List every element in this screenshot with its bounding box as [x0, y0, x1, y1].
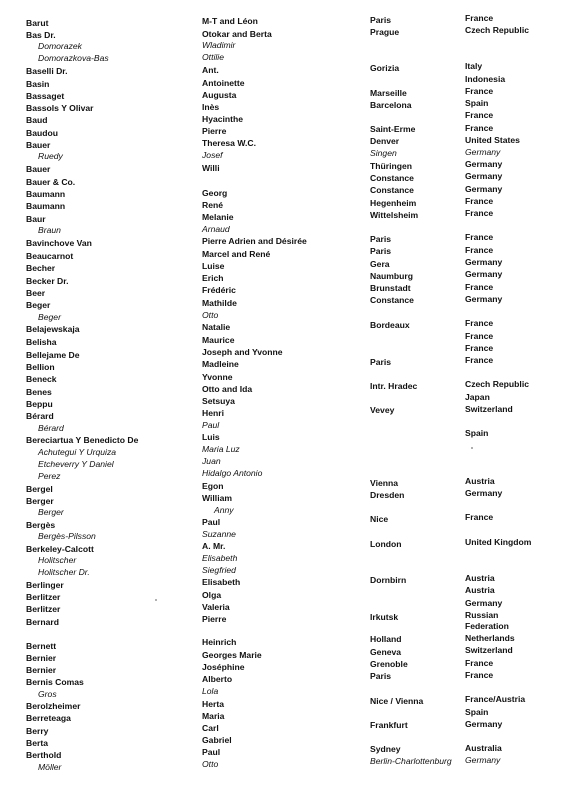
city-entry: Dresden	[370, 490, 405, 500]
city-entry: Vienna	[370, 478, 399, 488]
first-name-entry: Juan	[202, 456, 221, 466]
country-entry: Spain	[465, 98, 489, 108]
first-name-entry: Wladimir	[202, 40, 236, 50]
country-entry: Italy	[465, 61, 483, 71]
country-entry: Japan	[465, 392, 490, 402]
city-entry: Constance	[370, 173, 414, 183]
first-name-entry: Frédéric	[202, 285, 236, 295]
country-entry: Switzerland	[465, 404, 513, 414]
surname-entry: Bergel	[26, 484, 53, 494]
country-entry: France	[465, 208, 494, 218]
first-name-entry: Ant.	[202, 65, 219, 75]
scan-speck	[155, 599, 157, 601]
city-entry: Singen	[370, 148, 397, 158]
surname-entry: Achutegui Y Urquiza	[38, 447, 117, 457]
first-name-entry: Anny	[214, 505, 234, 515]
first-name-entry: Heinrich	[202, 637, 237, 647]
city-entry: Paris	[370, 234, 392, 244]
city-entry: Sydney	[370, 744, 401, 754]
surname-entry: Bernett	[26, 641, 57, 651]
first-name-entry: Maria	[202, 711, 225, 721]
surname-entry: Bergès	[26, 520, 56, 530]
country-entry: United Kingdom	[465, 537, 532, 547]
first-name-entry: Paul	[202, 747, 221, 757]
first-name-entry: René	[202, 200, 224, 210]
surname-entry: Beger	[26, 300, 51, 310]
city-entry: London	[370, 539, 402, 549]
city-entry: Denver	[370, 136, 400, 146]
country-entry: Germany	[465, 294, 503, 304]
country-entry: Czech Republic	[465, 379, 529, 389]
surname-entry: Baudou	[26, 128, 58, 138]
country-entry: France	[465, 670, 494, 680]
first-name-entry: Gabriel	[202, 735, 232, 745]
city-entry: Holland	[370, 634, 402, 644]
country-entry: France	[465, 13, 494, 23]
country-entry: France	[465, 110, 494, 120]
first-name-entry: Yvonne	[202, 372, 233, 382]
first-name-entry: Madleine	[202, 359, 239, 369]
first-name-entry: M-T and Léon	[202, 16, 258, 26]
first-name-entry: Egon	[202, 481, 224, 491]
first-name-entry: Herta	[202, 699, 224, 709]
first-name-entry: Josef	[202, 150, 223, 160]
surname-entry: Bérard	[26, 411, 54, 421]
first-name-entry: Siegfried	[202, 565, 236, 575]
country-entry: France	[465, 232, 494, 242]
surname-entry: Bellion	[26, 362, 55, 372]
surname-entry: Beppu	[26, 399, 53, 409]
city-entry: Dornbirn	[370, 575, 407, 585]
first-name-entry: Willi	[202, 163, 220, 173]
country-entry: Germany	[465, 184, 503, 194]
country-entry: Germany	[465, 598, 503, 608]
surname-entry: Beneck	[26, 374, 57, 384]
first-name-entry: Arnaud	[202, 224, 230, 234]
surname-entry: Berreteaga	[26, 713, 71, 723]
first-name-entry: Maria Luz	[202, 444, 240, 454]
country-entry: Australia	[465, 743, 502, 753]
surname-entry: Baumann	[26, 189, 66, 199]
city-entry: Gorizia	[370, 63, 400, 73]
surname-entry: Perez	[38, 471, 61, 481]
city-entry: Gera	[370, 259, 390, 269]
surname-entry: Becher	[26, 263, 56, 273]
first-name-entry: Otto	[202, 759, 219, 769]
country-entry: Germany	[465, 257, 503, 267]
country-entry: Austria	[465, 476, 495, 486]
surname-entry: Berger	[26, 496, 54, 506]
first-name-entry: Natalie	[202, 322, 231, 332]
surname-entry: Bernis Comas	[26, 677, 84, 687]
city-entry: Brunstadt	[370, 283, 411, 293]
surname-entry: Holitscher Dr.	[38, 567, 90, 577]
first-name-entry: Olga	[202, 590, 222, 600]
city-entry: Vevey	[370, 405, 395, 415]
first-name-entry: Hidalgo Antonio	[202, 468, 263, 478]
first-name-entry: Luis	[202, 432, 220, 442]
first-name-entry: Paul	[202, 420, 220, 430]
country-entry: Austria	[465, 585, 495, 595]
surname-entry: Etcheverry Y Daniel	[38, 459, 114, 469]
surname-entry: Bassaget	[26, 91, 65, 101]
surname-entry: Domorazek	[38, 41, 82, 51]
surname-entry: Bassols Y Olivar	[26, 103, 94, 113]
city-entry: Nice	[370, 514, 389, 524]
first-name-entry: Henri	[202, 408, 224, 418]
first-name-entry: Setsuya	[202, 396, 235, 406]
surname-entry: Bauer	[26, 140, 51, 150]
surname-entry: Bérard	[38, 423, 64, 433]
surname-entry: Berkeley-Calcott	[26, 544, 94, 554]
surname-entry: Bereciartua Y Benedicto De	[26, 435, 139, 445]
surname-entry: Benes	[26, 387, 52, 397]
country-entry: France	[465, 196, 494, 206]
first-name-entry: Alberto	[202, 674, 233, 684]
country-entry: France	[465, 658, 494, 668]
country-entry: Austria	[465, 573, 495, 583]
first-name-entry: Valeria	[202, 602, 230, 612]
surname-entry: Bavinchove Van	[26, 238, 92, 248]
first-name-entry: Elisabeth	[202, 577, 241, 587]
first-name-entry: Georg	[202, 188, 228, 198]
surname-entry: Ruedy	[38, 151, 63, 161]
city-entry: Bordeaux	[370, 320, 410, 330]
first-name-entry: Paul	[202, 517, 221, 527]
city-entry: Hegenheim	[370, 198, 417, 208]
first-name-entry: Erich	[202, 273, 224, 283]
first-name-entry: Pierre Adrien and Désirée	[202, 236, 307, 246]
city-entry: Intr. Hradec	[370, 381, 418, 391]
first-name-entry: William	[202, 493, 233, 503]
first-name-entry: Mathilde	[202, 298, 237, 308]
city-entry: Grenoble	[370, 659, 408, 669]
first-name-entry: Ottilie	[202, 52, 224, 62]
country-entry: France	[465, 86, 494, 96]
first-name-entry: Otto	[202, 310, 219, 320]
city-entry: Berlin-Charlottenburg	[370, 756, 452, 766]
surname-entry: Bernard	[26, 617, 59, 627]
surname-entry: Bauer	[26, 164, 51, 174]
country-entry: Spain	[465, 707, 489, 717]
surname-entry: Belisha	[26, 337, 57, 347]
surname-entry: Berger	[38, 507, 64, 517]
city-entry: Thüringen	[370, 161, 413, 171]
first-name-entry: Melanie	[202, 212, 234, 222]
surname-entry: Bernier	[26, 653, 57, 663]
surname-entry: Domorazkova-Bas	[38, 53, 109, 63]
first-name-entry: Antoinette	[202, 78, 245, 88]
country-entry: France	[465, 123, 494, 133]
city-entry: Prague	[370, 27, 400, 37]
surname-entry: Berry	[26, 726, 49, 736]
first-name-entry: Elisabeth	[202, 553, 238, 563]
country-entry: Switzerland	[465, 645, 513, 655]
city-entry: Paris	[370, 15, 392, 25]
surname-entry: Becker Dr.	[26, 276, 69, 286]
country-entry: Netherlands	[465, 633, 515, 643]
scan-speck	[471, 447, 473, 449]
first-name-entry: Joséphine	[202, 662, 245, 672]
country-entry: Germany	[465, 269, 503, 279]
city-entry: Geneva	[370, 647, 402, 657]
country-entry: United States	[465, 135, 520, 145]
surname-entry: Berlitzer	[26, 592, 61, 602]
surname-entry: Beer	[26, 288, 46, 298]
country-entry: France	[465, 318, 494, 328]
country-entry: Germany	[465, 488, 503, 498]
first-name-entry: Marcel and René	[202, 249, 271, 259]
country-entry: France	[465, 282, 494, 292]
city-entry: Constance	[370, 185, 414, 195]
surname-entry: Bergès-Pilsson	[38, 531, 96, 541]
city-entry: Marseille	[370, 88, 407, 98]
country-entry: Germany	[465, 159, 503, 169]
surname-entry: Baud	[26, 115, 48, 125]
city-entry: Paris	[370, 671, 392, 681]
surname-entry: Beaucarnot	[26, 251, 74, 261]
surname-entry: Barut	[26, 18, 49, 28]
city-entry: Paris	[370, 357, 392, 367]
country-entry: Germany	[465, 755, 501, 765]
surname-entry: Berthold	[26, 750, 62, 760]
first-name-entry: Carl	[202, 723, 219, 733]
city-entry: Naumburg	[370, 271, 413, 281]
surname-entry: Baumann	[26, 201, 66, 211]
country-entry: Russian	[465, 610, 499, 620]
country-entry: Germany	[465, 147, 501, 157]
first-name-entry: Pierre	[202, 614, 227, 624]
country-entry: France/Austria	[465, 694, 526, 704]
city-entry: Nice / Vienna	[370, 696, 424, 706]
country-entry: France	[465, 343, 494, 353]
surname-entry: Bauer & Co.	[26, 177, 76, 187]
city-entry: Paris	[370, 246, 392, 256]
surname-entry: Berta	[26, 738, 48, 748]
first-name-entry: Pierre	[202, 126, 227, 136]
first-name-entry: Theresa W.C.	[202, 138, 256, 148]
surname-entry: Berolzheimer	[26, 701, 81, 711]
first-name-entry: Suzanne	[202, 529, 236, 539]
surname-entry: Beger	[38, 312, 61, 322]
country-entry: Indonesia	[465, 74, 506, 84]
first-name-entry: Georges Marie	[202, 650, 262, 660]
city-entry: Saint-Erme	[370, 124, 416, 134]
first-name-entry: Otokar and Berta	[202, 29, 272, 39]
country-entry: France	[465, 512, 494, 522]
surname-entry: Gros	[38, 689, 57, 699]
city-entry: Wittelsheim	[370, 210, 419, 220]
first-name-entry: Otto and Ida	[202, 384, 253, 394]
surname-entry: Belajewskaja	[26, 324, 80, 334]
country-entry: Federation	[465, 621, 509, 631]
first-name-entry: Joseph and Yvonne	[202, 347, 283, 357]
surname-entry: Baselli Dr.	[26, 66, 68, 76]
surname-entry: Braun	[38, 225, 61, 235]
first-name-entry: A. Mr.	[202, 541, 226, 551]
country-entry: France	[465, 245, 494, 255]
surname-entry: Möller	[38, 762, 62, 772]
surname-entry: Berlitzer	[26, 604, 61, 614]
first-name-entry: Maurice	[202, 335, 235, 345]
country-entry: France	[465, 355, 494, 365]
surname-entry: Basin	[26, 79, 50, 89]
surname-entry: Bas Dr.	[26, 30, 56, 40]
first-name-entry: Lola	[202, 686, 219, 696]
country-entry: Germany	[465, 171, 503, 181]
surname-entry: Baur	[26, 214, 46, 224]
country-entry: Germany	[465, 719, 503, 729]
surname-entry: Bernier	[26, 665, 57, 675]
city-entry: Frankfurt	[370, 720, 408, 730]
city-entry: Irkutsk	[370, 612, 399, 622]
surname-entry: Bellejame De	[26, 350, 80, 360]
first-name-entry: Inès	[202, 102, 220, 112]
first-name-entry: Luise	[202, 261, 225, 271]
first-name-entry: Augusta	[202, 90, 237, 100]
surname-entry: Berlinger	[26, 580, 64, 590]
city-entry: Constance	[370, 295, 414, 305]
country-entry: Spain	[465, 428, 489, 438]
country-entry: France	[465, 331, 494, 341]
first-name-entry: Hyacinthe	[202, 114, 244, 124]
country-entry: Czech Republic	[465, 25, 529, 35]
surname-entry: Holitscher	[38, 555, 77, 565]
city-entry: Barcelona	[370, 100, 412, 110]
